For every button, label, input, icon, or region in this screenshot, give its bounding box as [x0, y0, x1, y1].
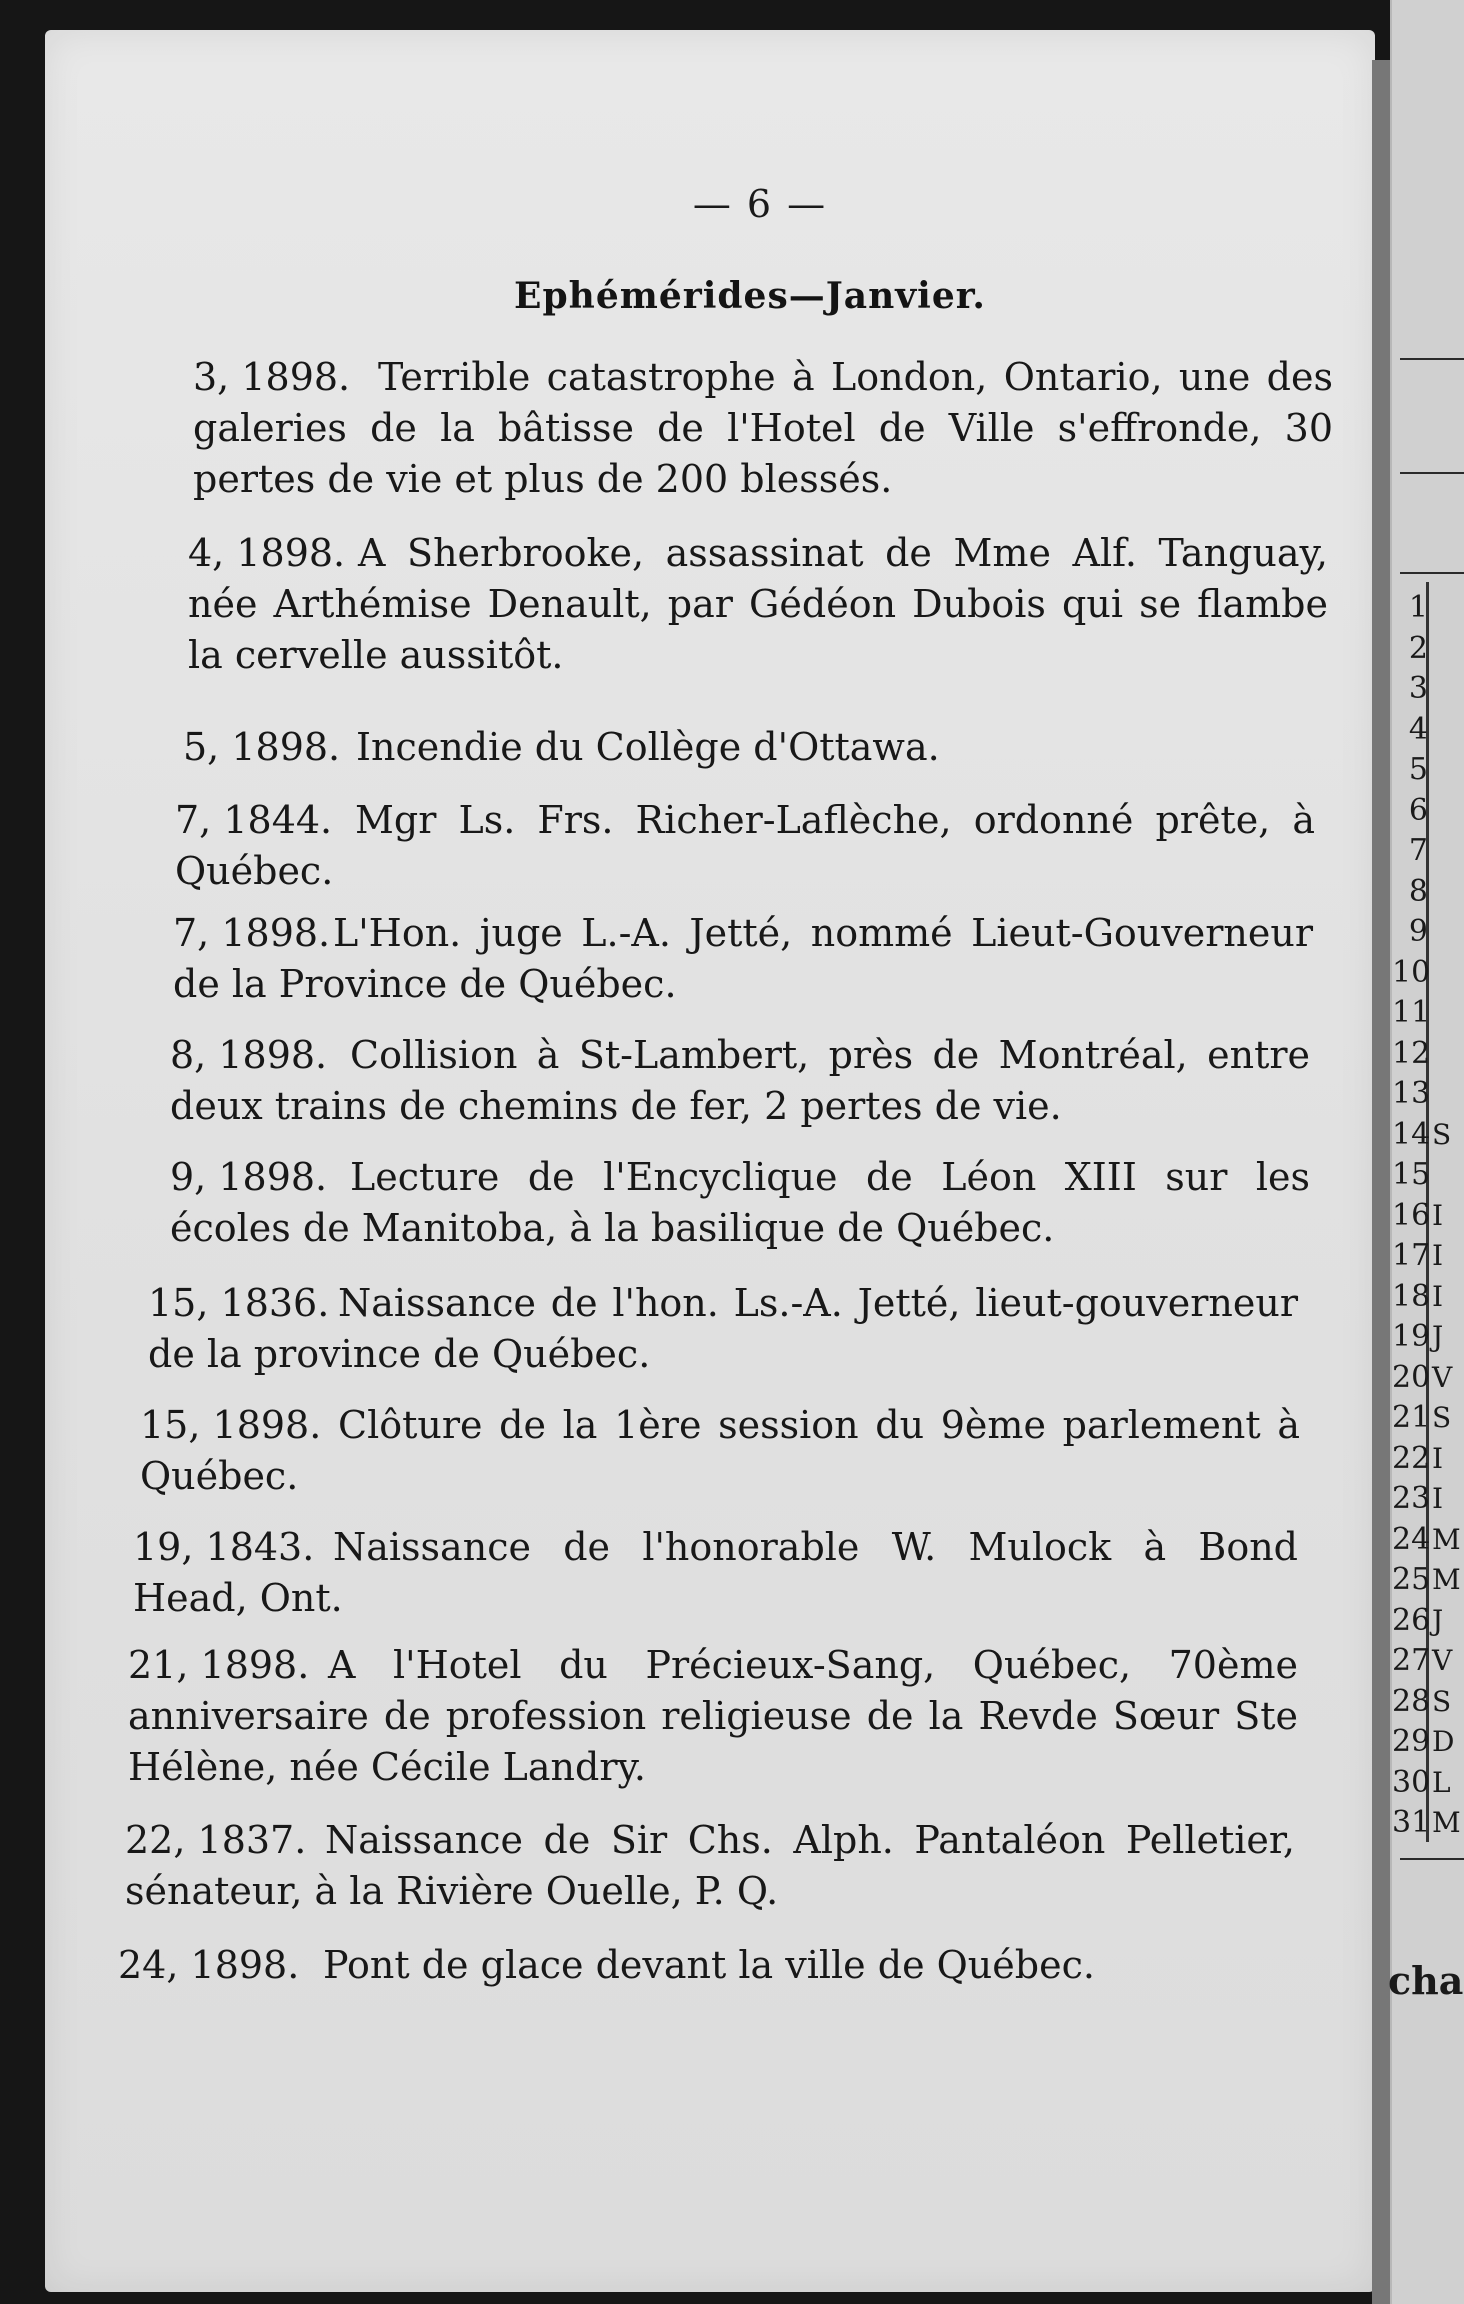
- facing-page-day-number: 31: [1392, 1805, 1431, 1840]
- entry-date: 24, 1898.: [118, 1943, 300, 1987]
- facing-page-day-number: 29: [1392, 1724, 1431, 1759]
- facing-page-day-number: 20: [1392, 1359, 1431, 1395]
- facing-page-day-letter: [1432, 710, 1461, 751]
- facing-page-day-number: 6: [1408, 792, 1428, 828]
- facing-page-day-number: 9: [1408, 914, 1428, 949]
- facing-page-day-number: 15: [1392, 1157, 1431, 1192]
- entry-text: Pont de glace devant la ville de Québec.: [323, 1943, 1095, 1987]
- facing-page-rule: [1400, 358, 1464, 360]
- facing-page-day-number: 22: [1392, 1440, 1431, 1476]
- facing-page-day-letter: [1432, 629, 1461, 670]
- entry: [118, 1940, 1288, 1991]
- facing-page-day-number: 3: [1408, 671, 1428, 706]
- facing-page-day-number: 4: [1408, 711, 1428, 747]
- facing-page-day-number: 8: [1408, 873, 1428, 909]
- facing-page-day-number: 18: [1392, 1278, 1431, 1314]
- section-title: Ephémérides—Janvier.: [514, 275, 986, 317]
- facing-page-day-number: 30: [1392, 1764, 1431, 1800]
- facing-page-day-letter: M: [1432, 1522, 1461, 1556]
- entry: [170, 1152, 1310, 1254]
- facing-page-day-letter: I: [1432, 1482, 1444, 1515]
- facing-page-day-letter: S: [1432, 1401, 1452, 1434]
- facing-page-tail-text: cha: [1388, 1958, 1464, 2003]
- facing-page-day-letters: [1432, 588, 1461, 1844]
- entry-date: 3, 1898.: [193, 355, 351, 399]
- entry-text: Naissance de Sir Chs. Alph. Pantaléon Pelletier, sénateur, à la Rivière Ouelle, P. Q.: [125, 1818, 1295, 1913]
- facing-page-day-letter: S: [1432, 1117, 1452, 1151]
- facing-page-day-letter: [1432, 669, 1461, 710]
- facing-page-day-number: 14: [1392, 1116, 1431, 1152]
- facing-page-day-letter: [1432, 1034, 1461, 1075]
- entry: [193, 352, 1333, 505]
- facing-page-day-number: 27: [1392, 1643, 1431, 1678]
- entry-date: 15, 1836.: [148, 1281, 330, 1325]
- facing-page-day-number: 11: [1392, 995, 1431, 1030]
- facing-page-rule: [1400, 472, 1464, 474]
- entry-date: 7, 1898.: [173, 911, 331, 955]
- facing-page-day-letter: [1432, 953, 1461, 994]
- entry-text: Terrible catastrophe à London, Ontario, une des galeries de la bâtisse de l'Hotel de Ville s'effronde, 30 pertes de vie et plus de 200 blessés.: [193, 355, 1333, 501]
- facing-page-day-letter: [1432, 791, 1461, 832]
- entry: [175, 795, 1315, 897]
- entry: [173, 908, 1313, 1010]
- facing-page-rule: [1400, 1858, 1464, 1860]
- facing-page-day-number: 24: [1392, 1521, 1431, 1557]
- entry: [148, 1278, 1298, 1380]
- entry: [125, 1815, 1295, 1917]
- entry: [133, 1522, 1298, 1624]
- facing-page-day-letter: [1432, 588, 1461, 629]
- entry-date: 5, 1898.: [183, 725, 341, 769]
- facing-page-day-letter: [1432, 1074, 1461, 1115]
- entry-text: Collision à St-Lambert, près de Montréal, entre deux trains de chemins de fer, 2 pertes de vie.: [170, 1033, 1310, 1128]
- entry-text: Naissance de l'hon. Ls.-A. Jetté, lieut-gouverneur de la province de Québec.: [148, 1281, 1298, 1376]
- facing-page-day-number: 28: [1392, 1683, 1431, 1719]
- entry-date: 8, 1898.: [170, 1033, 328, 1077]
- facing-page-day-letter: L: [1432, 1765, 1451, 1799]
- facing-page-day-letter: V: [1432, 1360, 1453, 1394]
- facing-page-rule: [1400, 572, 1464, 574]
- facing-page-day-letter: [1432, 912, 1461, 953]
- facing-page-day-number: 13: [1392, 1076, 1431, 1111]
- facing-page-day-number: 10: [1392, 954, 1431, 990]
- entry: [140, 1400, 1300, 1502]
- facing-page-day-number: 23: [1392, 1481, 1431, 1516]
- entry: [183, 722, 1323, 773]
- entry-text: Clôture de la 1ère session du 9ème parlement à Québec.: [140, 1403, 1300, 1498]
- facing-page-day-letter: V: [1432, 1644, 1453, 1677]
- facing-page-day-letter: M: [1432, 1806, 1461, 1839]
- facing-page-day-number: 21: [1392, 1400, 1431, 1435]
- entry: [170, 1030, 1310, 1132]
- entry-date: 7, 1844.: [175, 798, 333, 842]
- entry-text: L'Hon. juge L.-A. Jetté, nommé Lieut-Gouverneur de la Province de Québec.: [173, 911, 1313, 1006]
- entry-text: Lecture de l'Encyclique de Léon XIII sur les écoles de Manitoba, à la basilique de Québec.: [170, 1155, 1310, 1250]
- facing-page-day-letter: [1432, 1155, 1461, 1196]
- facing-page-day-letter: I: [1432, 1239, 1444, 1272]
- page-number: — 6 —: [692, 182, 828, 226]
- entry: [128, 1640, 1298, 1793]
- entry-text: Incendie du Collège d'Ottawa.: [356, 725, 940, 769]
- facing-page-day-number: 26: [1392, 1602, 1431, 1638]
- facing-page-day-letter: [1432, 872, 1461, 913]
- entry-date: 19, 1843.: [133, 1525, 315, 1569]
- entry-text: A l'Hotel du Précieux-Sang, Québec, 70ème anniversaire de profession religieuse de la Revde Sœur Ste Hélène, née Cécile Landry.: [128, 1643, 1298, 1789]
- entry-text: Naissance de l'honorable W. Mulock à Bond Head, Ont.: [133, 1525, 1298, 1620]
- facing-page-day-letter: I: [1432, 1198, 1444, 1232]
- facing-page-day-letter: M: [1432, 1563, 1461, 1596]
- facing-page-day-letter: I: [1432, 1279, 1444, 1313]
- facing-page-day-number: 19: [1392, 1319, 1431, 1354]
- facing-page-day-letter: [1432, 831, 1461, 872]
- entry-text: Mgr Ls. Frs. Richer-Laflèche, ordonné prête, à Québec.: [175, 798, 1315, 893]
- facing-page-day-letter: J: [1432, 1320, 1444, 1353]
- facing-page-day-number: 1: [1408, 590, 1428, 625]
- facing-page-day-number: 17: [1392, 1238, 1431, 1273]
- facing-page-day-numbers: [1392, 588, 1431, 1844]
- facing-page-day-number: 2: [1408, 630, 1428, 666]
- facing-page-day-letter: I: [1432, 1441, 1444, 1475]
- facing-page-day-letter: J: [1432, 1603, 1444, 1637]
- entry-date: 21, 1898.: [128, 1643, 310, 1687]
- facing-page-day-letter: D: [1432, 1725, 1455, 1758]
- entry-date: 22, 1837.: [125, 1818, 307, 1862]
- facing-page-day-number: 25: [1392, 1562, 1431, 1597]
- facing-page-day-letter: [1432, 750, 1461, 791]
- entry-date: 15, 1898.: [140, 1403, 322, 1447]
- facing-page-day-letter: S: [1432, 1684, 1452, 1718]
- entry-date: 9, 1898.: [170, 1155, 328, 1199]
- facing-page-day-number: 5: [1408, 752, 1428, 787]
- entry-text: A Sherbrooke, assassinat de Mme Alf. Tanguay, née Arthémise Denault, par Gédéon Dubois qui se flambe la cervelle aussitôt.: [188, 531, 1328, 677]
- facing-page-day-number: 12: [1392, 1035, 1431, 1071]
- entry-date: 4, 1898.: [188, 531, 346, 575]
- entry: [188, 528, 1328, 681]
- facing-page-day-number: 7: [1408, 833, 1428, 868]
- facing-page-day-number: 16: [1392, 1197, 1431, 1233]
- facing-page-day-letter: [1432, 993, 1461, 1034]
